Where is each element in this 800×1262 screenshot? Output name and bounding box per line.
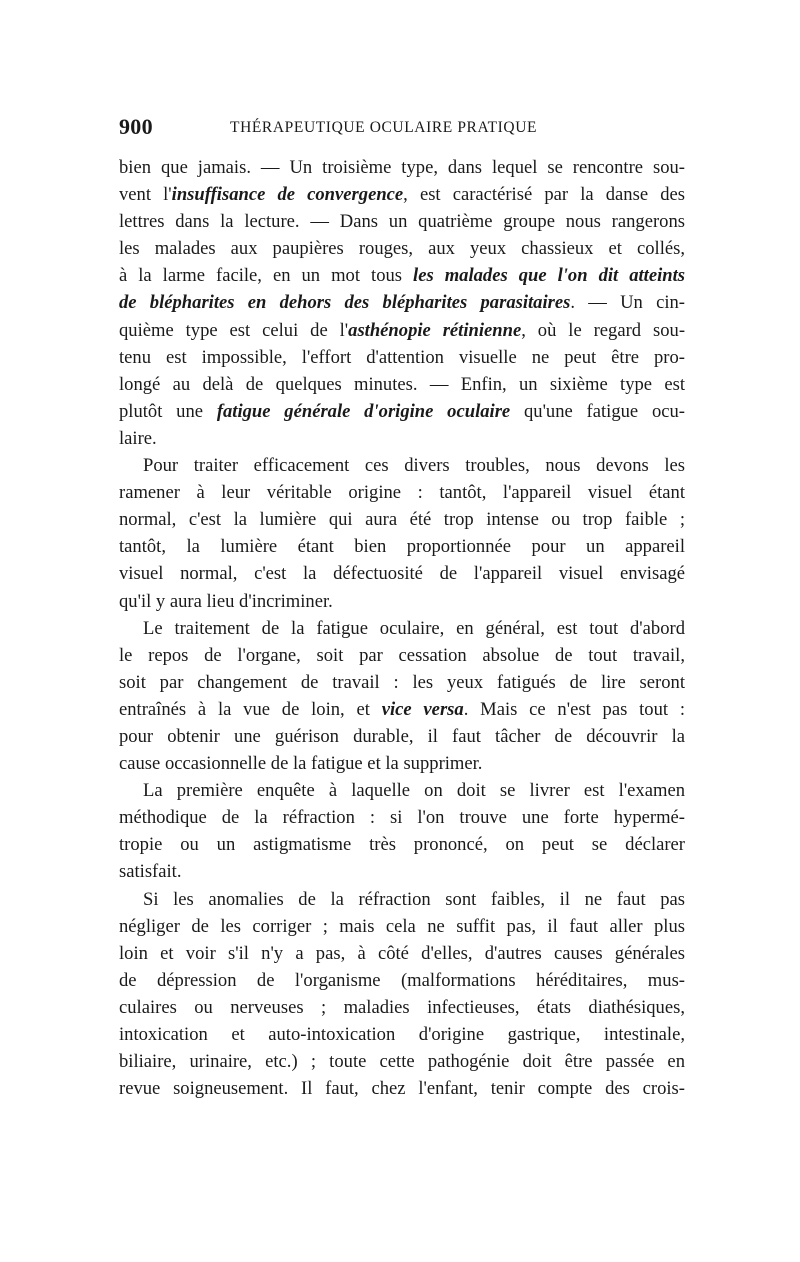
text-line: Le traitement de la fatigue oculaire, en général, est tout d'abord — [143, 617, 685, 639]
emphasis: de blépharites en dehors des blépharites parasitaires — [119, 292, 571, 314]
text-line: tantôt, la lumière étant bien proportionnée pour un appareil — [119, 536, 685, 558]
text-line: satisfait. — [119, 861, 182, 883]
text-line: bien que jamais. — Un troisième type, dans lequel se rencontre sou- — [119, 157, 685, 178]
text-line: de blépharites en dehors des blépharites parasitaires. — Un cin- — [119, 292, 685, 314]
emphasis: asthénopie rétinienne — [348, 319, 522, 341]
page-number: 900 — [119, 114, 153, 139]
text-line: négliger de les corriger ; mais cela ne suffit pas, il faut aller plus — [119, 915, 685, 937]
text-line: ramener à leur véritable origine : tantôt, l'appareil visuel étant — [119, 482, 685, 504]
text-line: biliaire, urinaire, etc.) ; toute cette pathogénie doit être passée en — [119, 1051, 685, 1073]
text-line: intoxication et auto-intoxication d'origine gastrique, intestinale, — [119, 1024, 685, 1045]
text-line: méthodique de la réfraction : si l'on trouve une forte hypermé- — [119, 807, 685, 829]
text-line: soit par changement de travail : les yeux fatigués de lire seront — [119, 671, 685, 693]
text-line: entraînés à la vue de loin, et vice versa. Mais ce n'est pas tout : — [119, 698, 685, 720]
text-line: plutôt une fatigue générale d'origine oculaire qu'une fatigue ocu- — [119, 400, 685, 422]
text-line: de dépression de l'organisme (malformations héréditaires, mus- — [119, 969, 685, 991]
text-line: culaires ou nerveuses ; maladies infectieuses, états diathésiques, — [119, 996, 685, 1018]
emphasis: fatigue générale d'origine oculaire — [216, 400, 511, 422]
emphasis: les malades que l'on dit atteints — [413, 265, 685, 287]
text-line: normal, c'est la lumière qui aura été trop intense ou trop faible ; — [119, 509, 685, 531]
text-line: pour obtenir une guérison durable, il faut tâcher de découvrir la — [119, 725, 685, 747]
text-line: vent l'insuffisance de convergence, est caractérisé par la danse des — [119, 184, 685, 206]
text-line: qu'il y aura lieu d'incriminer. — [119, 590, 333, 612]
text-line: à la larme facile, en un mot tous les malades que l'on dit atteints — [119, 265, 685, 287]
text-line: le repos de l'organe, soit par cessation absolue de tout travail, — [119, 644, 685, 666]
running-head — [119, 114, 685, 142]
text-line: longé au delà de quelques minutes. — Enfin, un sixième type est — [119, 373, 685, 395]
body-text — [119, 154, 685, 1102]
text-line: La première enquête à laquelle on doit se livrer est l'examen — [143, 780, 685, 802]
text-line: tenu est impossible, l'effort d'attention visuelle ne peut être pro- — [119, 346, 685, 368]
text-line: Pour traiter efficacement ces divers troubles, nous devons les — [143, 455, 685, 477]
emphasis: insuffisance de convergence — [171, 184, 404, 206]
running-title: THÉRAPEUTIQUE OCULAIRE PRATIQUE — [230, 119, 538, 136]
text-line: revue soigneusement. Il faut, chez l'enfant, tenir compte des crois- — [119, 1078, 685, 1100]
emphasis: vice versa — [381, 698, 464, 720]
text-line: laire. — [119, 427, 157, 449]
text-line: les malades aux paupières rouges, aux yeux chassieux et collés, — [119, 238, 685, 260]
text-line: loin et voir s'il n'y a pas, à côté d'elles, d'autres causes générales — [119, 942, 685, 964]
text-line: Si les anomalies de la réfraction sont faibles, il ne faut pas — [143, 888, 685, 910]
text-line: tropie ou un astigmatisme très prononcé, on peut se déclarer — [119, 834, 685, 856]
text-line: quième type est celui de l'asthénopie rétinienne, où le regard sou- — [119, 319, 685, 341]
text-line: lettres dans la lecture. — Dans un quatrième groupe nous rangerons — [119, 211, 685, 233]
text-line: cause occasionnelle de la fatigue et la supprimer. — [119, 753, 483, 775]
text-line: visuel normal, c'est la défectuosité de l'appareil visuel envisagé — [119, 563, 685, 585]
